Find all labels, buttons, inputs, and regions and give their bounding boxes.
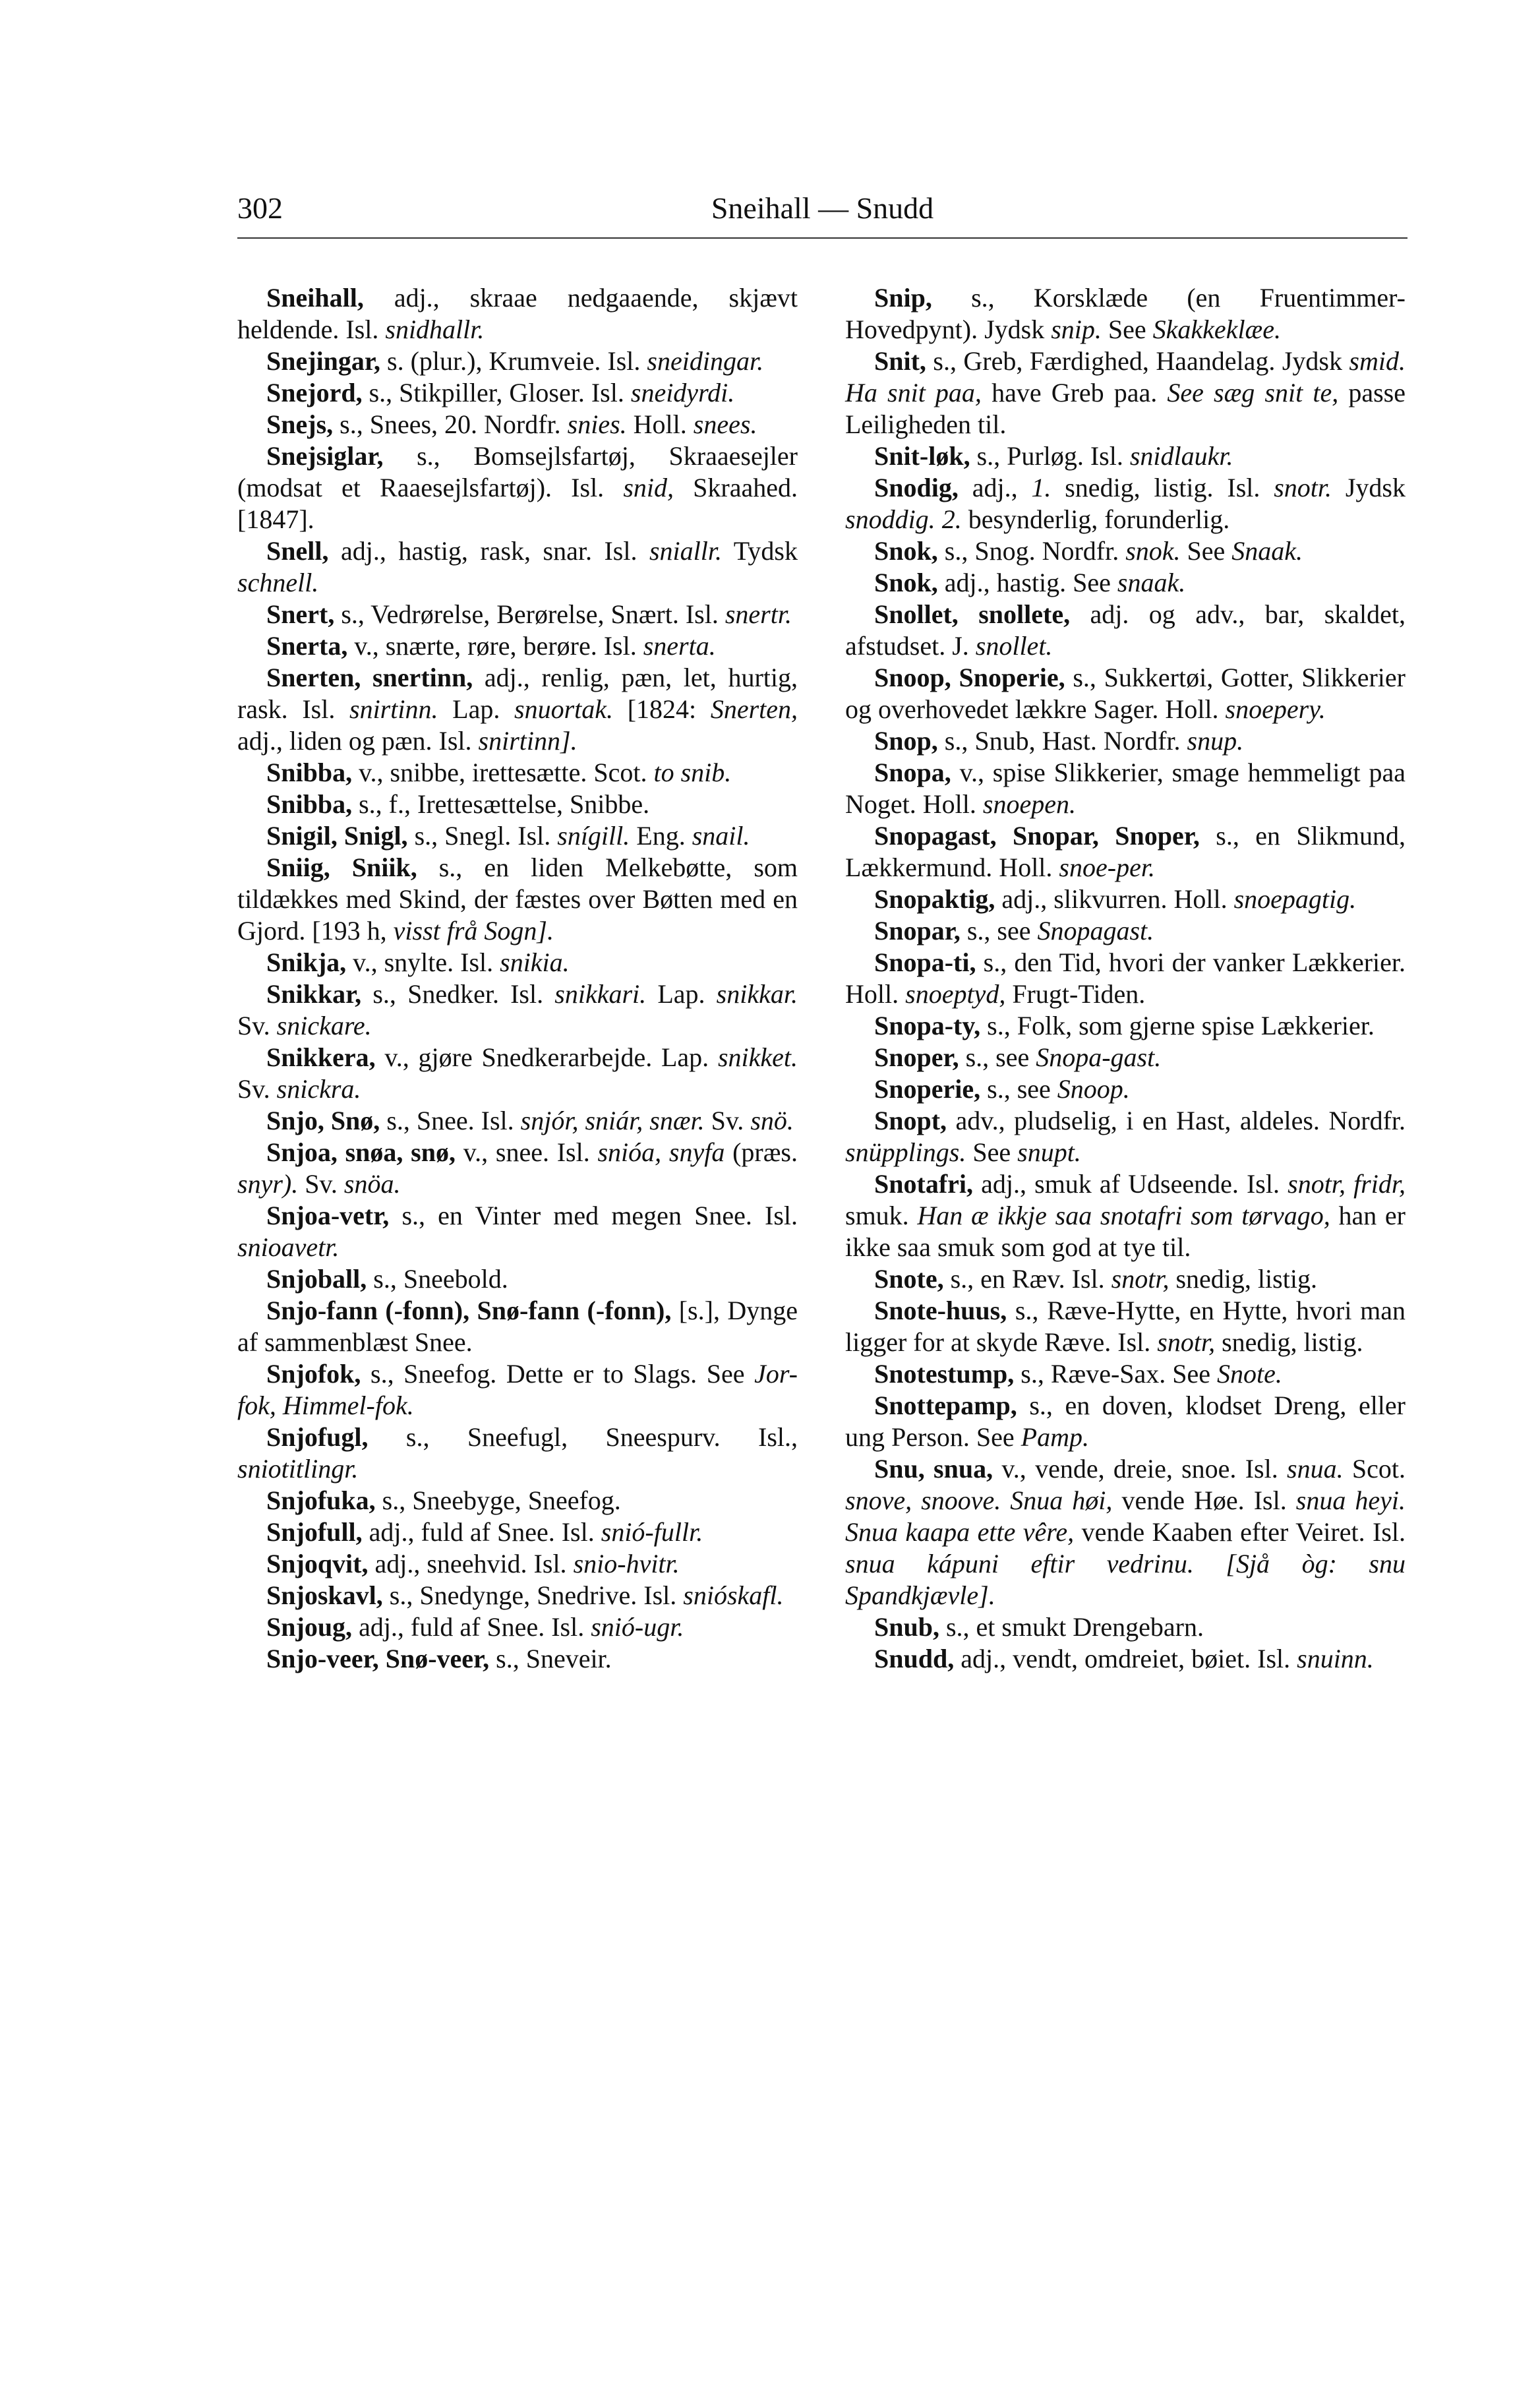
headword: Snop,: [874, 726, 938, 756]
italic-form: snail.: [692, 821, 750, 851]
dictionary-entry: [845, 757, 1406, 820]
headword: Snjofuka,: [266, 1485, 376, 1515]
dictionary-entry: [237, 1358, 798, 1422]
definition-text: s., see: [980, 1074, 1057, 1104]
dictionary-entry: [237, 820, 798, 852]
definition-text: Skraahed. [1847].: [237, 473, 798, 534]
definition-text: s., Purløg. Isl.: [970, 441, 1130, 471]
definition-text: See: [1101, 315, 1153, 344]
definition-text: s., Snog. Nordfr.: [937, 536, 1126, 566]
right-column: [845, 282, 1406, 1675]
italic-form: snickra.: [276, 1074, 361, 1104]
italic-form: snupt.: [1017, 1137, 1081, 1167]
definition-text: snedig, listig. Isl.: [1051, 473, 1274, 502]
dictionary-entry: [237, 947, 798, 978]
italic-form: snertr.: [725, 599, 792, 629]
italic-form: snua kápuni eftir vedrinu. [Sjå òg: snu Spandkjævle].: [845, 1549, 1406, 1610]
headword: Snopagast, Snopar, Snoper,: [874, 821, 1200, 851]
definition-text: s., see: [960, 916, 1038, 945]
definition-text: s., Greb, Færdighed, Haandelag. Jydsk: [926, 346, 1349, 376]
definition-text: adj., hastig. See: [937, 568, 1117, 597]
definition-text: Frugt-Tiden.: [1005, 979, 1146, 1009]
headword: Snikkera,: [266, 1042, 376, 1072]
dictionary-entry: [237, 1580, 798, 1611]
dictionary-entry: [845, 599, 1406, 662]
italic-form: Snoop.: [1057, 1074, 1130, 1104]
italic-form: Snopa-gast.: [1036, 1042, 1162, 1072]
dictionary-entry: [237, 1643, 798, 1675]
italic-form: Snua høi,: [1010, 1485, 1113, 1515]
italic-form: Ha snit paa,: [845, 378, 982, 407]
dictionary-entry: [845, 1105, 1406, 1168]
definition-text: Sv.: [237, 1074, 277, 1104]
dictionary-entry: [237, 1611, 798, 1643]
definition-text: [s.], Dynge af sammenblæst Snee.: [237, 1296, 798, 1357]
definition-text: snedig, listig.: [1215, 1327, 1363, 1357]
italic-form: snikia.: [500, 947, 570, 977]
italic-form: snirtinn].: [478, 726, 578, 756]
italic-form: snió-fullr.: [601, 1517, 703, 1547]
headword: Snjofugl,: [266, 1422, 369, 1452]
headword: Snjo-fann (-fonn), Snø-fann (-fonn),: [266, 1296, 672, 1325]
dictionary-entry: [845, 725, 1406, 757]
definition-text: [1824:: [613, 694, 711, 724]
definition-text: s., Sneefog. Dette er to Slags. See: [361, 1359, 755, 1389]
dictionary-entry: [237, 1295, 798, 1358]
dictionary-entry: [237, 789, 798, 820]
headword: Snopa-ti,: [874, 947, 976, 977]
italic-form: snígill.: [557, 821, 630, 851]
definition-text: han er ikke saa smuk som god at tye til.: [845, 1201, 1406, 1262]
definition-text: s., Korsklæde (en Fruentimmer-Hovedpynt). Jydsk: [845, 283, 1406, 344]
dictionary-entry: [845, 440, 1406, 472]
headword: Sniig, Sniik,: [266, 853, 417, 882]
definition-text: adj., hastig, rask, snar. Isl.: [328, 536, 649, 566]
italic-form: Jor-fok, Himmel-fok.: [237, 1359, 798, 1420]
dictionary-entry: [845, 1453, 1406, 1611]
italic-form: sneidyrdi.: [630, 378, 735, 407]
italic-form: snua heyi.: [1295, 1485, 1406, 1515]
italic-form: Snopagast.: [1037, 916, 1154, 945]
left-column: [237, 282, 798, 1675]
italic-form: snaak.: [1117, 568, 1186, 597]
definition-text: v., snærte, røre, berøre. Isl.: [347, 631, 643, 661]
definition-text: s., Sneveir.: [489, 1644, 612, 1673]
definition-text: adj., slikvurren. Holl.: [995, 884, 1234, 914]
definition-text: s., Snees, 20. Nordfr.: [333, 409, 568, 439]
dictionary-entry: [845, 947, 1406, 1010]
definition-text: adj., sneehvid. Isl.: [368, 1549, 574, 1578]
definition-text: s., Bomsejlsfartøj, Skraaesejler (modsat et Raaesejlsfartøj). Isl.: [237, 441, 798, 502]
headword: Snoper,: [874, 1042, 959, 1072]
dictionary-entry: [237, 599, 798, 630]
italic-form: snoepery.: [1225, 694, 1326, 724]
definition-text: s., Sneefugl, Sneespurv. Isl.,: [368, 1422, 798, 1452]
italic-form: snip.: [1051, 315, 1102, 344]
definition-text: See: [966, 1137, 1018, 1167]
dictionary-entry: [237, 440, 798, 535]
headword: Snoperie,: [874, 1074, 981, 1104]
headword: Snjoskavl,: [266, 1580, 383, 1610]
headword: Snote,: [874, 1264, 944, 1294]
dictionary-entry: [237, 345, 798, 377]
headword: Snell,: [266, 536, 329, 566]
headword: Snejs,: [266, 409, 334, 439]
definition-text: have Greb paa.: [981, 378, 1168, 407]
dictionary-entry: [237, 1485, 798, 1516]
definition-text: adj., fuld af Snee. Isl.: [362, 1517, 601, 1547]
italic-form: snees.: [693, 409, 757, 439]
dictionary-entry: [845, 1010, 1406, 1042]
italic-form: snióskafl.: [683, 1580, 784, 1610]
definition-text: Jydsk: [1332, 473, 1406, 502]
dictionary-entry: [237, 1422, 798, 1485]
italic-form: snotr, fridr,: [1288, 1169, 1406, 1199]
headword: Snerta,: [266, 631, 348, 661]
dictionary-entry: [237, 1137, 798, 1200]
definition-text: v., gjøre Snedkerarbejde. Lap.: [375, 1042, 718, 1072]
italic-form: snikkari.: [554, 979, 647, 1009]
definition-text: s., f., Irettesættelse, Snibbe.: [352, 789, 650, 819]
dictionary-entry: [845, 567, 1406, 599]
headword: Snibba,: [266, 758, 353, 787]
headword: Snoop, Snoperie,: [874, 663, 1065, 692]
italic-form: 1.: [1031, 473, 1051, 502]
italic-form: snoepagtig.: [1233, 884, 1357, 914]
dictionary-entry: [237, 535, 798, 599]
definition-text: s., Ræve-Sax. See: [1014, 1359, 1218, 1389]
definition-text: s., en liden Melkebøtte, som tildækkes med Skind, der fæstes over Bøtten med en Gjord. [193 h,: [237, 853, 798, 945]
italic-form: snua.: [1287, 1454, 1344, 1484]
definition-text: Sv.: [704, 1106, 751, 1135]
headword: Snjoball,: [266, 1264, 367, 1294]
definition-text: Lap.: [438, 694, 515, 724]
definition-text: [935, 504, 942, 534]
italic-form: Snote.: [1217, 1359, 1282, 1389]
definition-text: s., Snedker. Isl.: [361, 979, 555, 1009]
headword: Snodig,: [874, 473, 959, 502]
italic-form: snollet.: [975, 631, 1053, 661]
italic-form: snjór, sniár, snær.: [520, 1106, 705, 1135]
definition-text: Sv.: [298, 1169, 344, 1199]
italic-form: snok.: [1125, 536, 1181, 566]
definition-text: adj., liden og pæn. Isl.: [237, 726, 479, 756]
headword: Snok,: [874, 568, 938, 597]
dictionary-entry: [237, 1548, 798, 1580]
definition-text: s., Sneebyge, Sneefog.: [375, 1485, 621, 1515]
italic-form: snió-ugr.: [591, 1612, 684, 1642]
italic-form: visst frå Sogn].: [393, 916, 554, 945]
italic-form: snióa, snyfa: [597, 1137, 725, 1167]
italic-form: snidhallr.: [385, 315, 485, 344]
headword: Snikkar,: [266, 979, 362, 1009]
italic-form: snotr.: [1274, 473, 1332, 502]
italic-form: snirtinn.: [349, 694, 438, 724]
headword: Snotestump,: [874, 1359, 1015, 1389]
definition-text: v., snylte. Isl.: [346, 947, 500, 977]
dictionary-entry: [237, 1263, 798, 1295]
italic-form: snüpplings.: [845, 1137, 966, 1167]
dictionary-entry: [845, 282, 1406, 345]
definition-text: s., see: [959, 1042, 1036, 1072]
headword: Snjo, Snø,: [266, 1106, 380, 1135]
dictionary-entry: [237, 1105, 798, 1137]
definition-text: adj. og adv., bar, skaldet, afstudset. J.: [845, 599, 1406, 661]
definition-text: s., en Ræv. Isl.: [943, 1264, 1111, 1294]
italic-form: snid,: [623, 473, 674, 502]
dictionary-entry: [845, 1611, 1406, 1643]
italic-form: snoeptyd,: [905, 979, 1006, 1009]
headword: Snit-løk,: [874, 441, 970, 471]
headword: Snopa,: [874, 758, 951, 787]
definition-text: v., vende, dreie, snoe. Isl.: [993, 1454, 1288, 1484]
dictionary-entry: [237, 852, 798, 947]
italic-form: snuortak.: [514, 694, 614, 724]
dictionary-entry: [237, 1042, 798, 1105]
headword: Snopaktig,: [874, 884, 995, 914]
italic-form: Snua kaapa ette vêre,: [845, 1517, 1075, 1547]
definition-text: s., en Slikmund, Lækkermund. Holl.: [845, 821, 1406, 882]
headword: Snollet, snollete,: [874, 599, 1071, 629]
dictionary-entry: [237, 978, 798, 1042]
headword: Snjoug,: [266, 1612, 353, 1642]
italic-form: sneidingar.: [647, 346, 764, 376]
italic-form: snotr,: [1157, 1327, 1216, 1357]
definition-text: adj., smuk af Udseende. Isl.: [973, 1169, 1288, 1199]
italic-form: Snaak.: [1231, 536, 1303, 566]
headword: Snjoa-vetr,: [266, 1201, 390, 1230]
definition-text: s., Snegl. Isl.: [407, 821, 558, 851]
definition-text: s., en Vinter med megen Snee. Isl.: [389, 1201, 798, 1230]
definition-text: s. (plur.), Krumveie. Isl.: [380, 346, 647, 376]
headword: Snote-huus,: [874, 1296, 1007, 1325]
dictionary-entry: [237, 409, 798, 440]
dictionary-entry: [237, 282, 798, 345]
headword: Snopa-ty,: [874, 1011, 981, 1040]
italic-form: See sæg snit te,: [1167, 378, 1339, 407]
headword: Snu, snua,: [874, 1454, 993, 1484]
italic-form: snikket.: [717, 1042, 798, 1072]
dictionary-entry: [845, 345, 1406, 440]
italic-form: snies.: [567, 409, 627, 439]
headword: Snip,: [874, 283, 932, 313]
definition-text: s., Sneebold.: [367, 1264, 508, 1294]
italic-form: schnell.: [237, 568, 319, 597]
definition-text: v., snee. Isl.: [455, 1137, 598, 1167]
definition-text: s., Ræve-Hytte, en Hytte, hvori man ligger for at skyde Ræve. Isl.: [845, 1296, 1406, 1357]
italic-form: snerta.: [643, 631, 716, 661]
definition-text: adj., vendt, omdreiet, bøiet. Isl.: [954, 1644, 1297, 1673]
italic-form: snikkar.: [716, 979, 798, 1009]
headword: Snjoa, snøa, snø,: [266, 1137, 456, 1167]
dictionary-entry: [845, 1295, 1406, 1358]
dictionary-entry: [845, 820, 1406, 884]
definition-text: s., Sukkertøi, Gotter, Slikkerier og overhovedet lækkre Sager. Holl.: [845, 663, 1406, 724]
italic-form: snyr).: [237, 1169, 299, 1199]
headword: Snjoqvit,: [266, 1549, 369, 1578]
definition-text: s., en doven, klodset Dreng, eller ung Person. See: [845, 1391, 1406, 1452]
definition-text: adj., skraae nedgaaende, skjævt heldende. Isl.: [237, 283, 798, 344]
headword: Snjo-veer, Snø-veer,: [266, 1644, 490, 1673]
dictionary-entry: [237, 662, 798, 757]
italic-form: 2.: [941, 504, 962, 534]
dictionary-entry: [845, 1358, 1406, 1390]
italic-form: snioavetr.: [237, 1232, 340, 1262]
italic-form: snio-hvitr.: [573, 1549, 680, 1578]
dictionary-entry: [845, 1263, 1406, 1295]
header-rule: [237, 237, 1407, 239]
headword: Sneihall,: [266, 283, 364, 313]
dictionary-entry: [237, 630, 798, 662]
definition-text: s., Vedrørelse, Berørelse, Snært. Isl.: [334, 599, 725, 629]
definition-text: See: [1180, 536, 1232, 566]
italic-form: snidlaukr.: [1129, 441, 1233, 471]
italic-form: snöa.: [343, 1169, 401, 1199]
dictionary-entry: [845, 662, 1406, 725]
definition-text: s., Folk, som gjerne spise Lækkerier.: [980, 1011, 1375, 1040]
definition-text: s., et smukt Drengebarn.: [939, 1612, 1204, 1642]
page-number: 302: [237, 191, 283, 225]
headword: Snit,: [874, 346, 926, 376]
definition-text: [1001, 1485, 1010, 1515]
definition-text: vende Høe. Isl.: [1112, 1485, 1296, 1515]
italic-form: snoepen.: [982, 789, 1076, 819]
definition-text: Eng.: [630, 821, 692, 851]
running-head: Sneihall — Snudd: [711, 191, 934, 225]
dictionary-entry: [845, 535, 1406, 567]
italic-form: Pamp.: [1021, 1422, 1089, 1452]
italic-form: snoddig.: [845, 504, 935, 534]
headword: Snotafri,: [874, 1169, 973, 1199]
definition-text: besynderlig, forunderlig.: [961, 504, 1230, 534]
headword: Snjofok,: [266, 1359, 361, 1389]
dictionary-entry: [237, 1516, 798, 1548]
page-header: [237, 189, 1407, 228]
definition-text: v., spise Slikkerier, smage hemmeligt paa Noget. Holl.: [845, 758, 1406, 819]
definition-text: adj., renlig, pæn, let, hurtig, rask. Isl.: [237, 663, 798, 724]
definition-text: s., Snedynge, Snedrive. Isl.: [382, 1580, 684, 1610]
definition-text: Tydsk: [722, 536, 798, 566]
italic-form: smid.: [1349, 346, 1406, 376]
italic-form: sniotitlingr.: [237, 1454, 359, 1484]
definition-text: Scot.: [1343, 1454, 1406, 1484]
headword: Snejingar,: [266, 346, 381, 376]
italic-form: snuinn.: [1297, 1644, 1374, 1673]
dictionary-entry: [237, 377, 798, 409]
dictionary-entry: [845, 915, 1406, 947]
definition-text: Holl.: [626, 409, 694, 439]
headword: Snert,: [266, 599, 335, 629]
italic-form: Skakkeklæe.: [1152, 315, 1281, 344]
italic-form: snove, snoove.: [845, 1485, 1001, 1515]
definition-text: s., den Tid, hvori der vanker Lækkerier. Holl.: [845, 947, 1406, 1009]
dictionary-entry: [237, 757, 798, 789]
headword: Snigil, Snigl,: [266, 821, 408, 851]
definition-text: Lap.: [646, 979, 717, 1009]
definition-text: s., Snub, Hast. Nordfr.: [937, 726, 1187, 756]
headword: Snok,: [874, 536, 938, 566]
headword: Snejsiglar,: [266, 441, 384, 471]
definition-text: smuk.: [845, 1201, 918, 1230]
headword: Snottepamp,: [874, 1391, 1017, 1420]
italic-form: sniallr.: [649, 536, 723, 566]
headword: Snjofull,: [266, 1517, 363, 1547]
italic-form: snoe-per.: [1059, 853, 1155, 882]
definition-text: s., Snee. Isl.: [380, 1106, 521, 1135]
headword: Snikja,: [266, 947, 347, 977]
definition-text: v., snibbe, irettesætte. Scot.: [352, 758, 654, 787]
italic-form: snickare.: [276, 1011, 372, 1040]
definition-text: (præs.: [725, 1137, 798, 1167]
definition-text: vende Kaaben efter Veiret. Isl.: [1074, 1517, 1406, 1547]
headword: Snerten, snertinn,: [266, 663, 473, 692]
definition-text: adj., fuld af Snee. Isl.: [352, 1612, 591, 1642]
italic-form: snotr,: [1111, 1264, 1170, 1294]
dictionary-entry: [845, 1390, 1406, 1453]
dictionary-entry: [845, 1168, 1406, 1263]
dictionary-entry: [845, 1643, 1406, 1675]
dictionary-entry: [845, 472, 1406, 535]
italic-form: to snib.: [653, 758, 732, 787]
definition-text: adv., pludselig, i en Hast, aldeles. Nordfr.: [947, 1106, 1406, 1135]
definition-text: passe Leiligheden til.: [845, 378, 1406, 439]
headword: Snibba,: [266, 789, 353, 819]
definition-text: s., Stikpiller, Gloser. Isl.: [362, 378, 631, 407]
headword: Snudd,: [874, 1644, 955, 1673]
headword: Snopt,: [874, 1106, 947, 1135]
dictionary-entry: [845, 1042, 1406, 1073]
definition-text: Sv.: [237, 1011, 277, 1040]
headword: Snub,: [874, 1612, 939, 1642]
headword: Snopar,: [874, 916, 961, 945]
dictionary-entry: [237, 1200, 798, 1263]
italic-form: Han æ ikkje saa snotafri som tørvago,: [917, 1201, 1330, 1230]
definition-text: snedig, listig.: [1169, 1264, 1317, 1294]
dictionary-entry: [845, 1073, 1406, 1105]
dictionary-entry: [845, 884, 1406, 915]
italic-form: snö.: [750, 1106, 794, 1135]
definition-text: adj.,: [958, 473, 1032, 502]
italic-form: Snerten,: [710, 694, 798, 724]
italic-form: snup.: [1187, 726, 1244, 756]
headword: Snejord,: [266, 378, 363, 407]
